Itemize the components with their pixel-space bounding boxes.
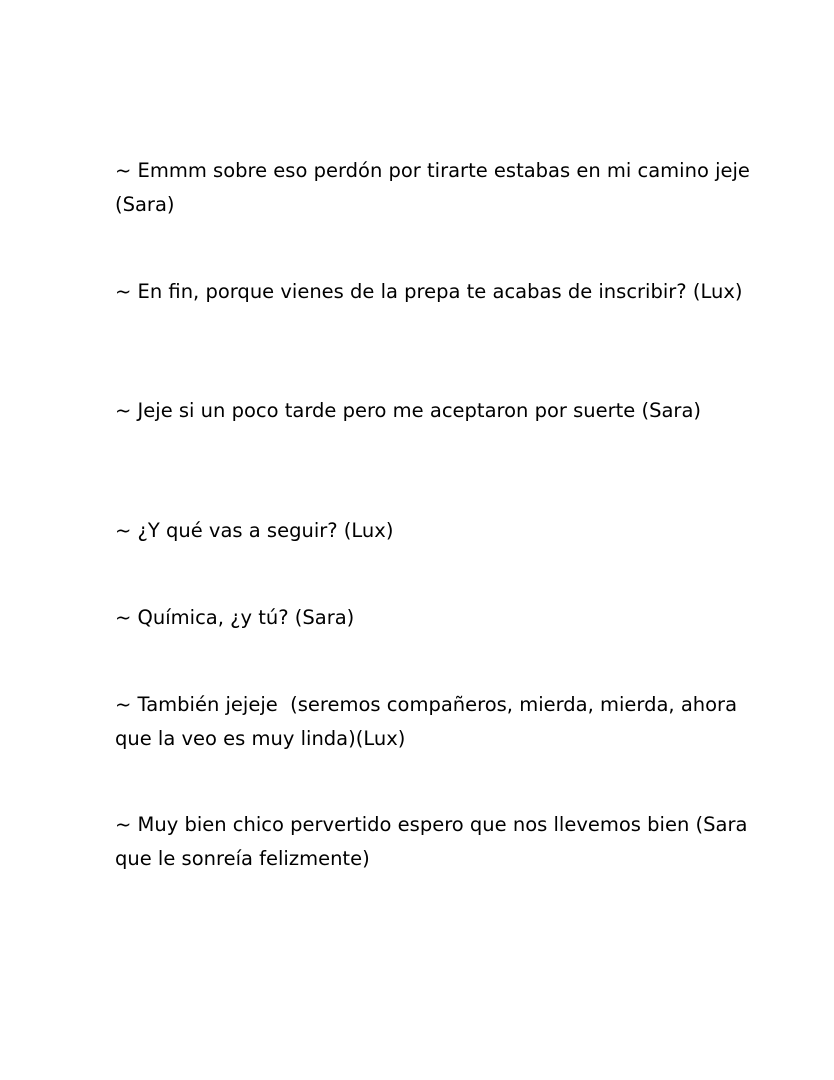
dialogue-line-2: ~ En fin, porque vienes de la prepa te acabas de inscribir? (Lux) bbox=[115, 280, 743, 303]
dialogue-line-5: ~ Química, ¿y tú? (Sara) bbox=[115, 606, 355, 629]
dialogue-line-1: ~ Emmm sobre eso perdón por tirarte estabas en mi camino jeje (Sara) bbox=[115, 159, 757, 216]
dialogue-line-6: ~ También jejeje (seremos compañeros, mierda, mierda, ahora que la veo es muy linda)(Lux) bbox=[115, 693, 744, 750]
dialogue-line-4: ~ ¿Y qué vas a seguir? (Lux) bbox=[115, 519, 394, 542]
dialogue-line-3: ~ Jeje si un poco tarde pero me aceptaron por suerte (Sara) bbox=[115, 399, 701, 422]
dialogue-line-7: ~ Muy bien chico pervertido espero que nos llevemos bien (Sara que le sonreía felizmente) bbox=[115, 813, 754, 870]
